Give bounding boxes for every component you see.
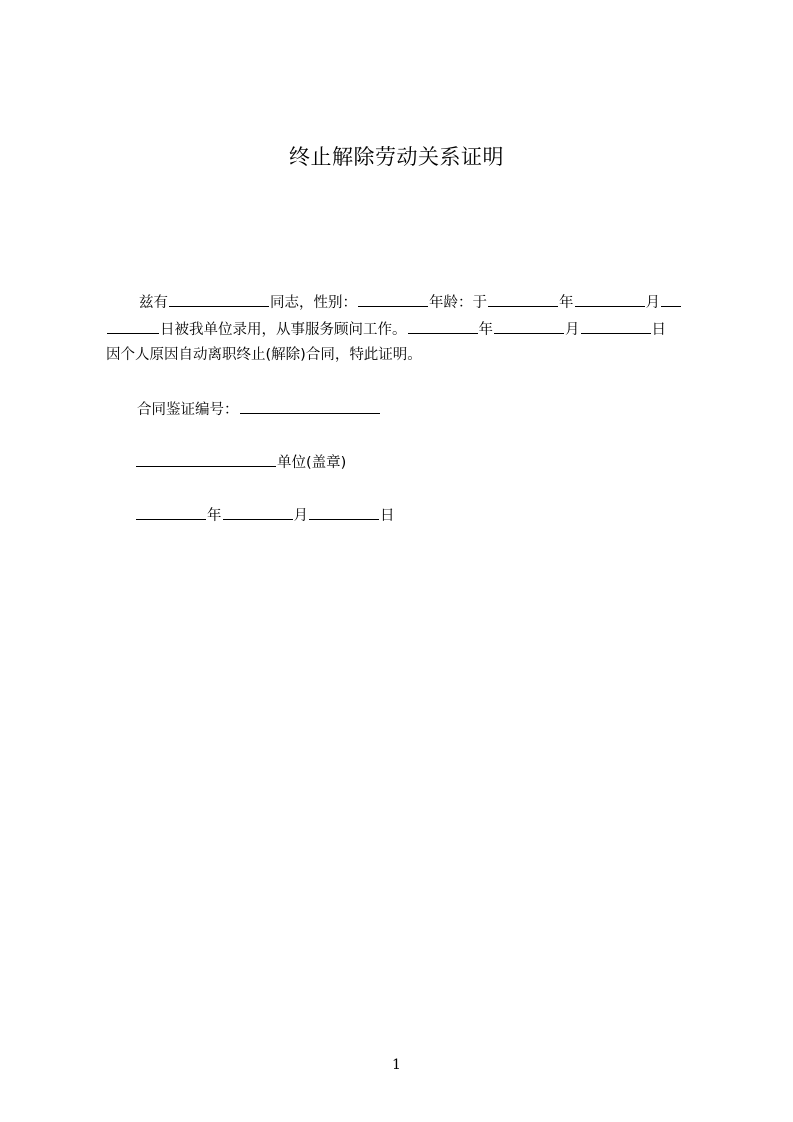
sign-year-label: 年	[207, 508, 222, 524]
sign-day-label: 日	[380, 508, 395, 524]
certificate-line-3: 因个人原因自动离职终止(解除)合同，特此证明。	[106, 347, 422, 363]
certificate-line-2	[106, 318, 666, 340]
unit-seal-label: 单位(盖章)	[277, 455, 347, 471]
text-month-2: 月	[565, 322, 580, 338]
sign-month-blank[interactable]	[223, 504, 293, 520]
contract-number-row	[137, 398, 381, 420]
text-year: 年	[559, 295, 574, 311]
leave-month-blank[interactable]	[494, 318, 564, 334]
name-blank[interactable]	[169, 291, 269, 307]
hire-day-blank-end[interactable]	[107, 318, 159, 334]
sign-day-blank[interactable]	[309, 504, 379, 520]
text-prefix: 兹有	[139, 295, 168, 311]
text-year-2: 年	[478, 322, 493, 338]
gender-blank[interactable]	[358, 291, 428, 307]
hire-year-blank[interactable]	[488, 291, 558, 307]
text-after-gender: 年龄：于	[429, 295, 487, 311]
certificate-line-1	[139, 291, 682, 313]
text-day-2: 日	[651, 322, 666, 338]
text-after-name: 同志，性别：	[270, 295, 357, 311]
signature-date-row	[135, 504, 395, 526]
text-month: 月	[645, 295, 660, 311]
document-title: 终止解除劳动关系证明	[289, 145, 504, 169]
contract-number-label: 合同鉴证编号：	[137, 402, 239, 418]
text-after-day: 日被我单位录用，从事服务顾问工作。	[160, 322, 407, 338]
sign-year-blank[interactable]	[136, 504, 206, 520]
unit-name-blank[interactable]	[136, 451, 276, 467]
hire-day-blank-start[interactable]	[661, 291, 681, 307]
hire-month-blank[interactable]	[575, 291, 645, 307]
leave-day-blank[interactable]	[581, 318, 651, 334]
unit-seal-row	[135, 451, 346, 473]
contract-number-blank[interactable]	[240, 398, 380, 414]
sign-month-label: 月	[293, 508, 308, 524]
page-number: 1	[392, 1057, 401, 1073]
leave-year-blank[interactable]	[408, 318, 478, 334]
